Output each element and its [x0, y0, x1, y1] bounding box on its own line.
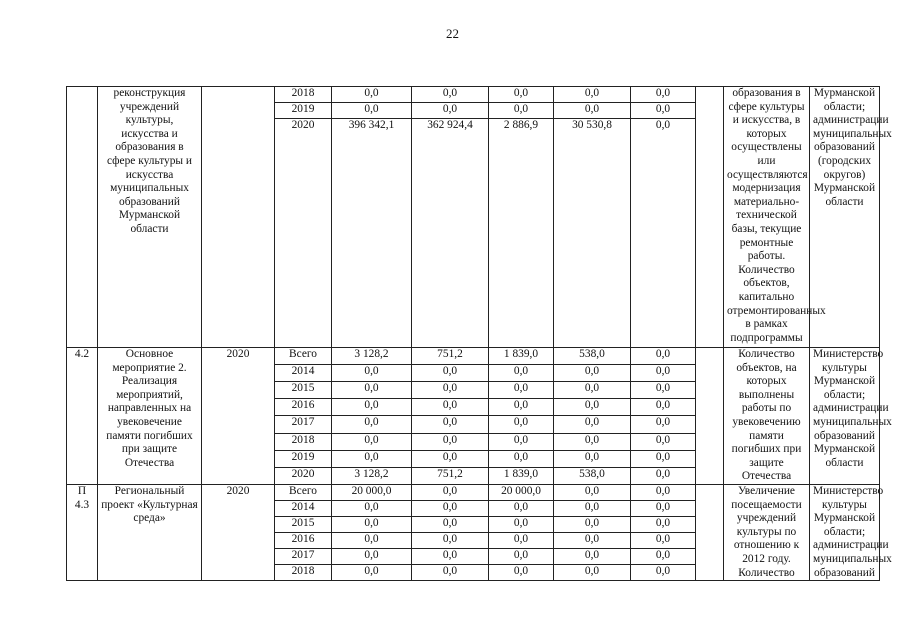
amount-cell: 0,0: [412, 382, 489, 399]
amount-cell: 0,0: [489, 516, 554, 532]
amount-cell: 0,0: [332, 382, 412, 399]
amount-cell: 0,0: [631, 87, 696, 103]
amount-cell: 0,0: [631, 348, 696, 365]
amount-cell: 0,0: [554, 365, 631, 382]
amount-cell: 0,0: [412, 416, 489, 433]
amount-cell: 0,0: [554, 382, 631, 399]
amount-cell: 0,0: [412, 365, 489, 382]
activity-name-cell: Основное мероприятие 2. Реализация мероприятий, направленных на увековечение памяти погибших при защите Отечества: [98, 348, 202, 485]
year-cell: 2020: [275, 119, 332, 348]
amount-cell: 0,0: [332, 433, 412, 450]
amount-cell: 0,0: [332, 565, 412, 581]
amount-cell: 0,0: [554, 532, 631, 548]
amount-cell: 0,0: [332, 365, 412, 382]
row-number-cell: [67, 87, 98, 348]
amount-cell: 0,0: [489, 532, 554, 548]
amount-cell: 0,0: [489, 365, 554, 382]
amount-cell: 0,0: [489, 416, 554, 433]
spacer-cell: [696, 348, 724, 485]
amount-cell: 0,0: [489, 87, 554, 103]
amount-cell: 20 000,0: [489, 484, 554, 500]
year-cell: 2020: [275, 467, 332, 484]
executor-cell: Мурманской области; администрации муниципальных образований (городских округов) Мурманской области: [810, 87, 880, 348]
amount-cell: 0,0: [489, 433, 554, 450]
amount-cell: 2 886,9: [489, 119, 554, 348]
amount-cell: 0,0: [631, 565, 696, 581]
amount-cell: 0,0: [554, 516, 631, 532]
year-cell: 2019: [275, 103, 332, 119]
amount-cell: 0,0: [631, 484, 696, 500]
table-row: [67, 87, 880, 103]
amount-cell: 0,0: [631, 500, 696, 516]
amount-cell: 0,0: [412, 433, 489, 450]
page-number: 22: [446, 26, 459, 41]
year-cell: 2015: [275, 382, 332, 399]
amount-cell: 538,0: [554, 467, 631, 484]
amount-cell: 0,0: [489, 565, 554, 581]
year-cell: 2017: [275, 549, 332, 565]
year-cell: 2019: [275, 450, 332, 467]
amount-cell: 0,0: [332, 516, 412, 532]
indicator-cell: Количество объектов, на которых выполнены работы по увековечению памяти погибших при защите Отечества: [724, 348, 810, 485]
amount-cell: 0,0: [554, 399, 631, 416]
executor-cell: Министерство культуры Мурманской области; администрации муниципальных образований: [810, 484, 880, 580]
year-cell: 2015: [275, 516, 332, 532]
table-row: [67, 484, 880, 500]
amount-cell: 20 000,0: [332, 484, 412, 500]
amount-cell: 0,0: [554, 87, 631, 103]
year-cell: 2016: [275, 399, 332, 416]
amount-cell: 0,0: [412, 532, 489, 548]
amount-cell: 0,0: [332, 532, 412, 548]
indicator-cell: Увеличение посещаемости учреждений культуры по отношению к 2012 году. Количество: [724, 484, 810, 580]
term-cell: 2020: [202, 484, 275, 580]
amount-cell: 0,0: [554, 549, 631, 565]
amount-cell: 0,0: [332, 103, 412, 119]
year-cell: 2014: [275, 500, 332, 516]
amount-cell: 0,0: [554, 416, 631, 433]
amount-cell: 0,0: [412, 484, 489, 500]
amount-cell: 0,0: [631, 365, 696, 382]
amount-cell: 3 128,2: [332, 467, 412, 484]
amount-cell: 0,0: [631, 549, 696, 565]
amount-cell: 0,0: [412, 399, 489, 416]
amount-cell: 0,0: [631, 532, 696, 548]
year-cell: 2018: [275, 87, 332, 103]
term-cell: 2020: [202, 348, 275, 485]
amount-cell: 0,0: [631, 416, 696, 433]
row-number-cell: П 4.3: [67, 484, 98, 580]
amount-cell: 0,0: [554, 433, 631, 450]
term-cell: [202, 87, 275, 348]
amount-cell: 751,2: [412, 348, 489, 365]
amount-cell: 0,0: [554, 484, 631, 500]
spacer-cell: [696, 484, 724, 580]
amount-cell: 0,0: [412, 450, 489, 467]
amount-cell: 362 924,4: [412, 119, 489, 348]
executor-cell: Министерство культуры Мурманской области; администрации муниципальных образований Мурманской области: [810, 348, 880, 485]
amount-cell: 751,2: [412, 467, 489, 484]
amount-cell: 0,0: [631, 516, 696, 532]
amount-cell: 0,0: [489, 382, 554, 399]
amount-cell: 0,0: [631, 433, 696, 450]
amount-cell: 0,0: [631, 467, 696, 484]
amount-cell: 0,0: [554, 103, 631, 119]
amount-cell: 0,0: [489, 549, 554, 565]
amount-cell: 0,0: [412, 500, 489, 516]
amount-cell: 0,0: [332, 549, 412, 565]
amount-cell: 0,0: [489, 450, 554, 467]
year-cell: 2017: [275, 416, 332, 433]
amount-cell: 0,0: [489, 399, 554, 416]
amount-cell: 0,0: [489, 500, 554, 516]
amount-cell: 0,0: [554, 565, 631, 581]
amount-cell: 3 128,2: [332, 348, 412, 365]
year-cell: 2014: [275, 365, 332, 382]
amount-cell: 396 342,1: [332, 119, 412, 348]
activity-name-cell: Региональный проект «Культурная среда»: [98, 484, 202, 580]
year-cell: Всего: [275, 348, 332, 365]
amount-cell: 0,0: [631, 382, 696, 399]
activity-name-cell: реконструкция учреждений культуры, искусства и образования в сфере культуры и искусства муниципальных образований Мурманской области: [98, 87, 202, 348]
amount-cell: 1 839,0: [489, 467, 554, 484]
amount-cell: 0,0: [631, 103, 696, 119]
amount-cell: 0,0: [332, 450, 412, 467]
amount-cell: 0,0: [412, 516, 489, 532]
amount-cell: 0,0: [554, 500, 631, 516]
amount-cell: 0,0: [332, 500, 412, 516]
year-cell: 2018: [275, 433, 332, 450]
amount-cell: 0,0: [631, 399, 696, 416]
amount-cell: 0,0: [631, 450, 696, 467]
amount-cell: 0,0: [631, 119, 696, 348]
table-body: [67, 87, 892, 581]
amount-cell: 0,0: [332, 416, 412, 433]
amount-cell: 0,0: [332, 87, 412, 103]
program-table: [66, 86, 892, 581]
year-cell: 2018: [275, 565, 332, 581]
amount-cell: 30 530,8: [554, 119, 631, 348]
amount-cell: 1 839,0: [489, 348, 554, 365]
indicator-cell: образования в сфере культуры и искусства, в которых осуществлены или осуществляются модернизация материально-технической базы, текущие ремонтные работы. Количество объектов, капитально отремонтированных в рамках подпрограммы: [724, 87, 810, 348]
amount-cell: 0,0: [412, 87, 489, 103]
amount-cell: 0,0: [554, 450, 631, 467]
row-number-cell: 4.2: [67, 348, 98, 485]
table-row: [67, 348, 880, 365]
amount-cell: 0,0: [412, 549, 489, 565]
amount-cell: 0,0: [489, 103, 554, 119]
year-cell: Всего: [275, 484, 332, 500]
year-cell: 2016: [275, 532, 332, 548]
amount-cell: 0,0: [332, 399, 412, 416]
amount-cell: 538,0: [554, 348, 631, 365]
spacer-cell: [696, 87, 724, 348]
amount-cell: 0,0: [412, 103, 489, 119]
amount-cell: 0,0: [412, 565, 489, 581]
